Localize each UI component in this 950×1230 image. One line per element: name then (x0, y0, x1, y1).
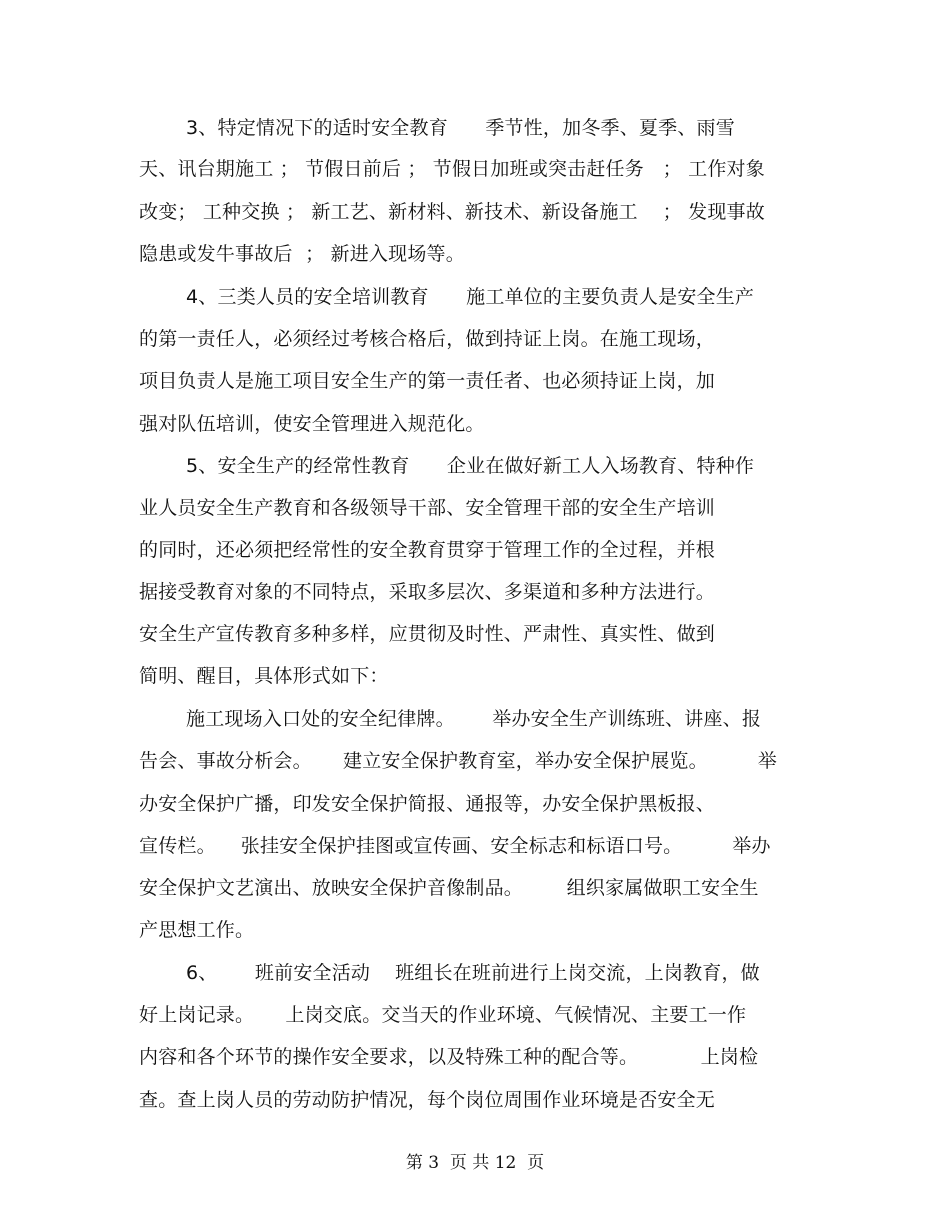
text-line: 4、三类人员的安全培训教育 施工单位的主要负责人是安全生产 (186, 286, 755, 308)
text-line: 宣传栏。 张挂安全保护挂图或宣传画、安全标志和标语口号。 举办 (139, 835, 771, 857)
text-line: 隐患或发牛事故后 ； 新进入现场等。 (139, 243, 465, 265)
text-line: 安全生产宣传教育多种多样，应贯彻及时性、严肃性、真实性、做到 (139, 623, 716, 645)
text-line: 改变； 工种交换 ； 新工艺、新材料、新技术、新设备施工 ； 发现事故 (139, 201, 765, 223)
text-line: 查。查上岗人员的劳动防护情况，每个岗位周围作业环境是否安全无 (139, 1089, 716, 1111)
text-line: 产思想工作。 (139, 919, 255, 941)
text-line: 内容和各个环节的操作安全要求，以及特殊工种的配合等。 上岗检 (139, 1046, 759, 1068)
text-line: 简明、醒目，具体形式如下： (139, 665, 389, 687)
text-line: 安全保护文艺演出、放映安全保护音像制品。 组织家属做职工安全生 (139, 877, 759, 899)
text-line: 办安全保护广播，印发安全保护简报、通报等，办安全保护黑板报、 (139, 793, 716, 815)
text-line: 5、安全生产的经常性教育 企业在做好新工人入场教育、特种作 (186, 455, 755, 477)
text-line: 3、特定情况下的适时安全教育 季节性，加冬季、夏季、雨雪 (186, 117, 735, 139)
text-line: 施工现场入口处的安全纪律牌。 举办安全生产训练班、讲座、报 (186, 708, 762, 730)
text-line: 的第一责任人，必须经过考核合格后，做到持证上岗。在施工现场， (139, 328, 716, 350)
text-line: 据接受教育对象的不同特点，采取多层次、多渠道和多种方法进行。 (139, 581, 716, 603)
text-line: 6、 班前安全活动 班组长在班前进行上岗交流，上岗教育，做 (186, 962, 760, 984)
text-line: 天、讯台期施工 ； 节假日前后 ； 节假日加班或突击赶任务 ； 工作对象 (139, 158, 765, 180)
page-number-footer: 第 3 页 共 12 页 (405, 1153, 545, 1173)
text-line: 项目负责人是施工项目安全生产的第一责任者、也必须持证上岗，加 (139, 370, 716, 392)
text-line: 告会、事故分析会。 建立安全保护教育室，举办安全保护展览。 举 (139, 750, 777, 772)
text-line: 的同时，还必须把经常性的安全教育贯穿于管理工作的全过程，并根 (139, 539, 716, 561)
text-line: 强对队伍培训，使安全管理进入规范化。 (139, 413, 485, 435)
text-line: 业人员安全生产教育和各级领导干部、安全管理干部的安全生产培训 (139, 497, 716, 519)
text-line: 好上岗记录。 上岗交底。交当天的作业环境、气候情况、主要工一作 (139, 1004, 747, 1026)
